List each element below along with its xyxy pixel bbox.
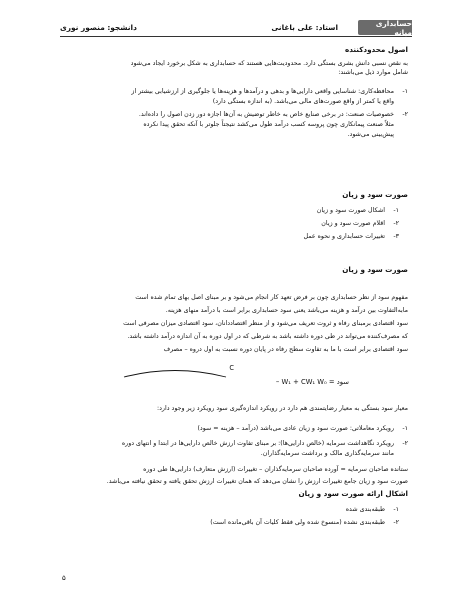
paragraph-line: مفهوم سود از نظر حسابداری چون بر فرض تعهد کار انجام می‌شود و بر مبنای اصل بهای تمام شده است: [135, 294, 408, 301]
list-item: ۱-اشکال صورت سود و زیان: [316, 207, 399, 214]
paragraph-line: صورت سود و زیان جامع تغییرات ارزش را نشان می‌دهد که همان تغییرات ارزش تحقق یافته و تحقق نیافته می‌باشد.: [106, 478, 408, 485]
paragraph-line: شامل موارد ذیل می‌باشند:: [338, 69, 408, 76]
list-item: ۲-اقلام صورت سود و زیان: [321, 220, 399, 227]
paragraph-line: معیار سود بستگی به معیار رضایتمندی هم دارد در رویکرد اندازه‌گیری سود رویکرد زیر وجود دارد:: [157, 405, 408, 412]
list-item-continued: واقع یا کمتر از واقع صورت‌های مالی می‌باشد. (به اندازه بستگی دارد): [212, 98, 394, 105]
formula-text: سود = W₁ + CW₁ W₀ –: [275, 378, 349, 386]
list-item: ۲-رویکرد نگاهداشت سرمایه (خالص دارایی‌ها): بر مبنای تفاوت ارزش خالص دارایی‌ها در ابتدا و انتهای دوره: [121, 440, 408, 447]
section-title-income-statement: صورت سود و زیان: [342, 190, 408, 199]
list-item-continued: پیش‌بینی می‌شود.: [347, 131, 394, 138]
list-item-continued: مانند سرمایه‌گذاری مالک و برداشت سرمایه‌گذاران.: [260, 450, 394, 457]
paragraph-line: به نقص نسبی دانش بشری بستگی دارد. محدودیت‌هایی هستند که حسابداری به شکل برخورد ایجاد می‌شود: [130, 60, 408, 67]
paragraph-line: که مصرف‌کننده می‌تواند در طی دوره داشته باشد به شرطی که در اول دوره به آن اندازه درآمد داشته باشد.: [127, 333, 408, 340]
course-label: حسابداری میانه: [358, 20, 412, 35]
page-header: [60, 20, 412, 37]
paragraph-line: ستانده صاحبان سرمایه = آورده صاحبان سرمایه‌گذاران – تغییرات (ارزش متعارف) دارایی‌ها طی دوره: [143, 466, 408, 473]
formula-c-label: C: [229, 364, 234, 372]
list-item: ۳-تغییرات حسابداری و نحوه عمل: [303, 233, 399, 240]
list-item: ۱-رویکرد معاملاتی: صورت سود و زیان عادی می‌باشد (درآمد – هزینه = سود): [197, 425, 408, 432]
list-item-continued: مثلاً صنعت پیمانکاری چون پروسه کسب درآمد طول می‌کشد نتیجتاً جلوتر با آنکه تحقق پیدا نکرده: [143, 121, 394, 128]
list-item: ۱-محافظه‌کاری: شناسایی واقعی دارایی‌ها و بدهی و درآمدها و هزینه‌ها یا جلوگیری از ارزشیابی بیشتر از: [131, 88, 408, 95]
page-number: ۵: [62, 574, 66, 582]
professor-label: استاد: علی باغانی: [271, 23, 338, 32]
paragraph-line: سود اقتصادی برابر است با ما به تفاوت سطح رفاه در پایان دوره نسبت به اول دروه – مصرف: [163, 346, 408, 353]
section-title-income-statement-2: صورت سود و زیان: [342, 265, 408, 274]
formula-arc: [120, 364, 230, 378]
list-item: ۱-طبقه‌بندی شده: [345, 506, 399, 513]
subsection-title: اشکال ارائه صورت سود و زیان: [298, 489, 408, 498]
paragraph-line: سود اقتصادی برمبنای رفاه و ثروت تعریف می‌شود و از منظر اقتصاددانان، سود اقتصادی میزان مصرفی است: [123, 320, 408, 327]
paragraph-line: مابه‌التفاوت بین درآمد و هزینه می‌باشد یعنی سود حسابداری برابر است با درآمد منهای هزینه.: [165, 307, 408, 314]
section-title-limiting-principles: اصول محدودکننده: [344, 45, 408, 54]
student-label: دانشجو: منصور نوری: [60, 23, 137, 32]
list-item: ۲-طبقه‌بندی نشده (منسوخ شده ولی فقط کلیات آن باقی‌مانده است): [210, 519, 399, 526]
list-item: ۲-خصوصیات صنعت: در برخی صنایع خاص به خاطر توضیش به آن‌ها اجازه دور زدن اصول را داده‌اند.: [138, 111, 408, 118]
